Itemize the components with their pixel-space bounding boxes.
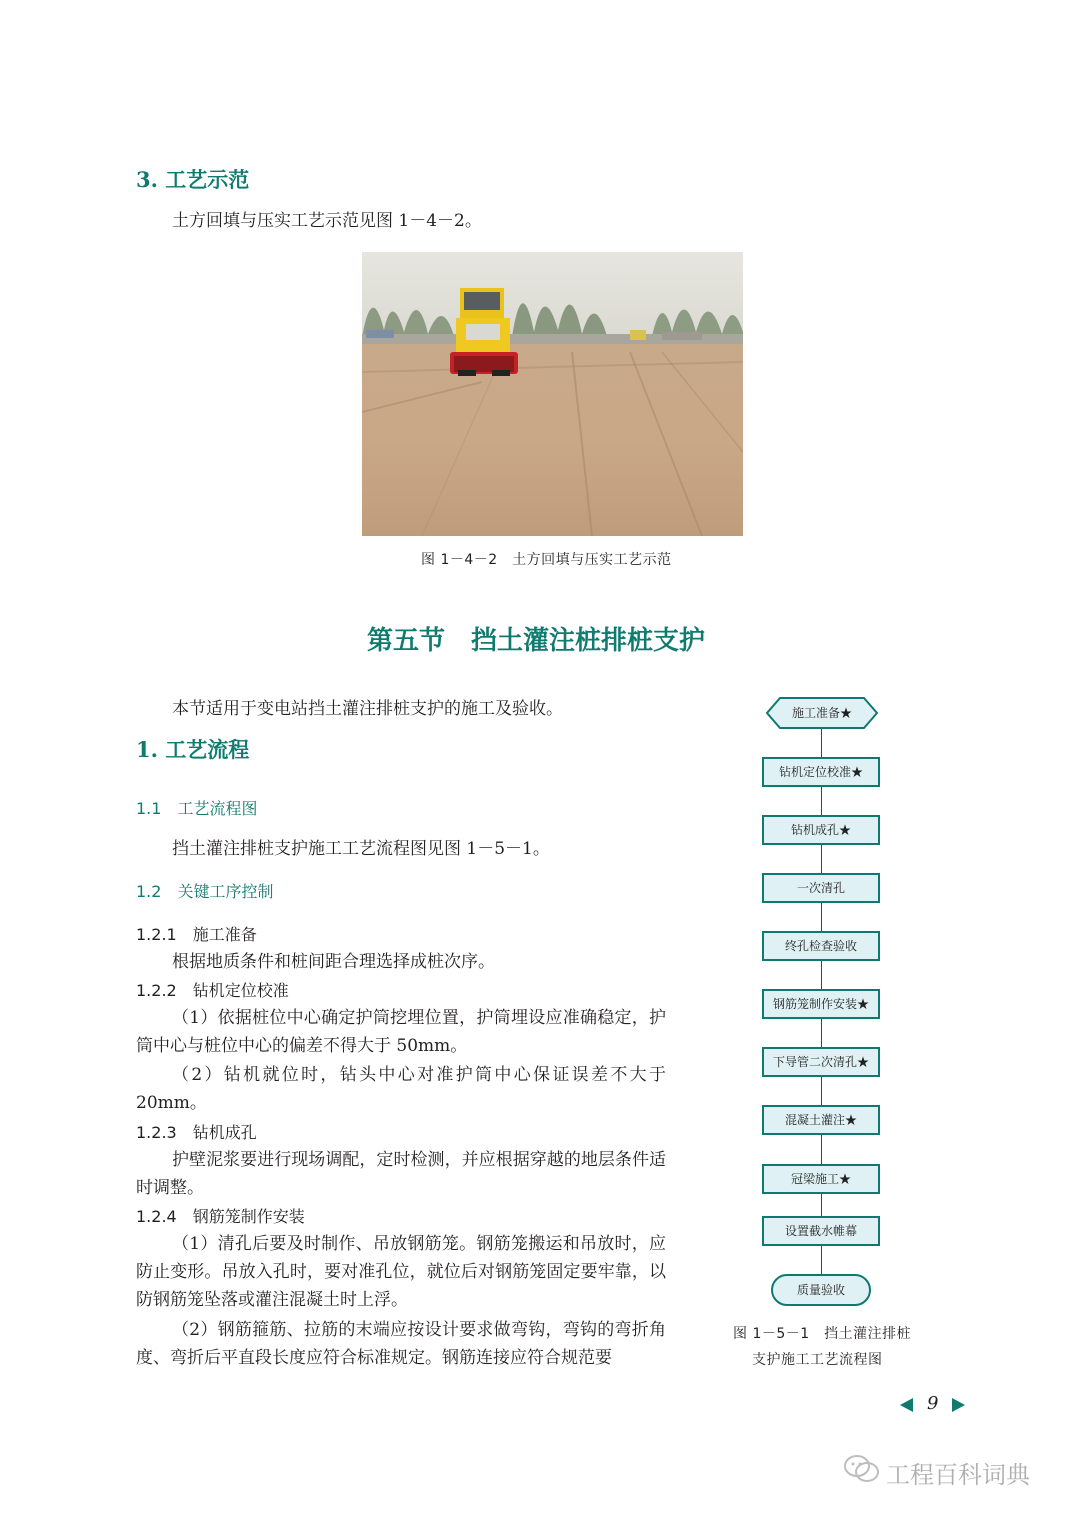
section-3-text: 土方回填与压实工艺示范见图 1－4－2。 [172,211,482,231]
flowchart-caption-line-2: 支护施工工艺流程图 [752,1352,883,1368]
flow-step-1: 施工准备★ [791,706,852,720]
section-heading-3: 3. 工艺示范 [136,167,250,192]
flow-step-3: 钻机成孔★ [762,815,880,845]
page-number: 9 [927,1393,939,1414]
connector [821,1246,822,1274]
connector [821,1194,822,1216]
subsection-heading-1-2-4: 1.2.4 钢筋笼制作安装 [136,1207,305,1226]
flow-step-7: 下导管二次清孔★ [762,1047,880,1077]
flow-step-5: 终孔检查验收 [762,931,880,961]
section-heading-1: 1. 工艺流程 [136,737,250,762]
flow-step-6: 钢筋笼制作安装★ [762,989,880,1019]
compaction-photo [362,252,743,536]
subsection-1-2-2-para-2: （2）钻机就位时，钻头中心对准护筒中心保证误差不大于 20mm。 [136,1065,666,1113]
next-page-icon[interactable] [952,1397,966,1416]
subsection-1-2-2-para-1: （1）依据桩位中心确定护筒挖埋位置，护筒埋设应准确稳定，护筒中心与桩位中心的偏差不得大于 50mm。 [136,1008,666,1056]
subsection-heading-1-1: 1.1 工艺流程图 [136,799,258,818]
subsection-1-2-3-text: 护壁泥浆要进行现场调配，定时检测，并应根据穿越的地层条件适时调整。 [136,1150,666,1198]
connector [821,729,822,757]
photo-caption: 图 1－4－2 土方回填与压实工艺示范 [421,552,672,568]
subsection-1-2-4-para-2: （2）钢筋箍筋、拉筋的末端应按设计要求做弯钩，弯钩的弯折角度、弯折后平直段长度应符合标准规定。钢筋连接应符合规范要 [136,1320,666,1368]
intro-text: 本节适用于变电站挡土灌注排桩支护的施工及验收。 [172,699,563,719]
subsection-heading-1-2-1: 1.2.1 施工准备 [136,925,257,944]
flow-step-10: 设置截水帷幕 [762,1216,880,1246]
flow-step-11: 质量验收 [771,1274,871,1306]
prev-page-icon[interactable] [900,1397,914,1416]
subsection-heading-1-2: 1.2 关键工序控制 [136,882,274,901]
subsection-1-2-4-para-1: （1）清孔后要及时制作、吊放钢筋笼。钢筋笼搬运和吊放时，应防止变形。吊放入孔时，要对准孔位，就位后对钢筋笼固定要牢靠，以防钢筋笼坠落或灌注混凝土时上浮。 [136,1234,666,1310]
flow-step-2: 钻机定位校准★ [762,757,880,787]
connector [821,903,822,931]
subsection-1-2-1-text: 根据地质条件和桩间距合理选择成桩次序。 [172,952,495,972]
subsection-1-1-text: 挡土灌注排桩支护施工工艺流程图见图 1－5－1。 [172,839,550,859]
flow-step-9: 冠梁施工★ [762,1164,880,1194]
flow-step-4: 一次清孔 [762,873,880,903]
subsection-heading-1-2-3: 1.2.3 钻机成孔 [136,1123,257,1142]
chapter-title: 第五节 挡土灌注桩排桩支护 [367,626,706,656]
flowchart-caption-line-1: 图 1－5－1 挡土灌注排桩 [733,1326,912,1342]
wechat-icon [843,1453,881,1489]
connector [821,787,822,815]
flow-step-8: 混凝土灌注★ [762,1105,880,1135]
subsection-heading-1-2-2: 1.2.2 钻机定位校准 [136,981,289,1000]
connector [821,1019,822,1047]
watermark-text: 工程百科词典 [886,1461,1030,1489]
connector [821,845,822,873]
connector [821,1135,822,1164]
connector [821,961,822,989]
connector [821,1077,822,1105]
